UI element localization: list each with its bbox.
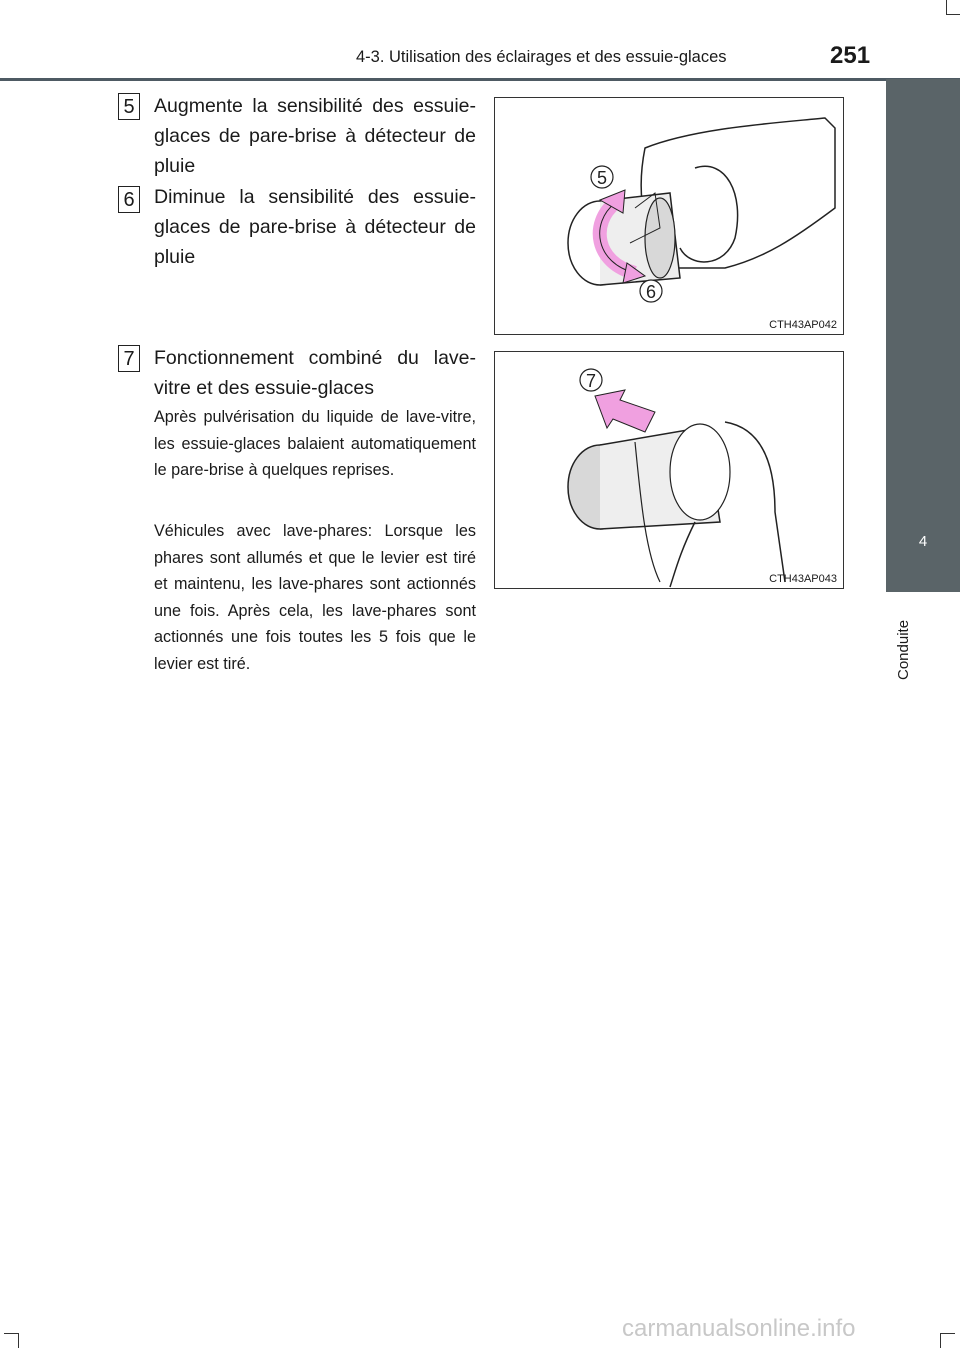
item-text-6: Diminue la sensibilité des essuie-glaces de pare-brise à détecteur de pluie	[154, 186, 476, 268]
lever-washer-illustration	[495, 352, 844, 589]
figure-sensitivity	[494, 97, 844, 335]
paragraph-headlight-cleaners: Véhicules avec lave-phares: Lorsque les phares sont allumés et que le levier est tiré et maintenu, les lave-phares sont actionnés une fois. Après cela, les lave-phares sont actionnés une fois toutes les 5 fois que le levier est tiré.	[154, 522, 476, 673]
paragraph-combined-operation: Après pulvérisation du liquide de lave-vitre, les essuie-glaces balaient automatiquement le pare-brise à quelques reprises.	[154, 408, 476, 479]
side-tab-band	[886, 79, 960, 512]
lever-sensitivity-illustration	[495, 98, 844, 335]
item-number-7: 7	[118, 345, 140, 372]
figure-washer	[494, 351, 844, 589]
chapter-label: Conduite	[895, 619, 912, 680]
watermark: carmanualsonline.info	[622, 1315, 856, 1342]
chapter-number: 4	[918, 533, 928, 550]
item-number-5: 5	[118, 93, 140, 120]
chapter-tab	[886, 512, 960, 592]
figure-code: CTH43AP042	[769, 319, 837, 331]
crop-mark	[940, 1333, 955, 1348]
header-rule	[0, 78, 960, 81]
item-text-5: Augmente la sensibilité des essuie-glaces de pare-brise à détecteur de pluie	[154, 95, 476, 177]
callout-7: 7	[585, 371, 597, 391]
crop-mark	[4, 1333, 19, 1348]
item-text-7: Fonctionnement combiné du lave-vitre et des essuie-glaces	[154, 347, 476, 399]
callout-5: 5	[596, 168, 608, 188]
item-number-6: 6	[118, 186, 140, 213]
page-number: 251	[830, 42, 871, 69]
figure-code: CTH43AP043	[769, 573, 837, 585]
running-header: 4-3. Utilisation des éclairages et des essuie-glaces	[356, 48, 727, 66]
callout-6: 6	[645, 282, 657, 302]
crop-mark	[946, 0, 960, 15]
